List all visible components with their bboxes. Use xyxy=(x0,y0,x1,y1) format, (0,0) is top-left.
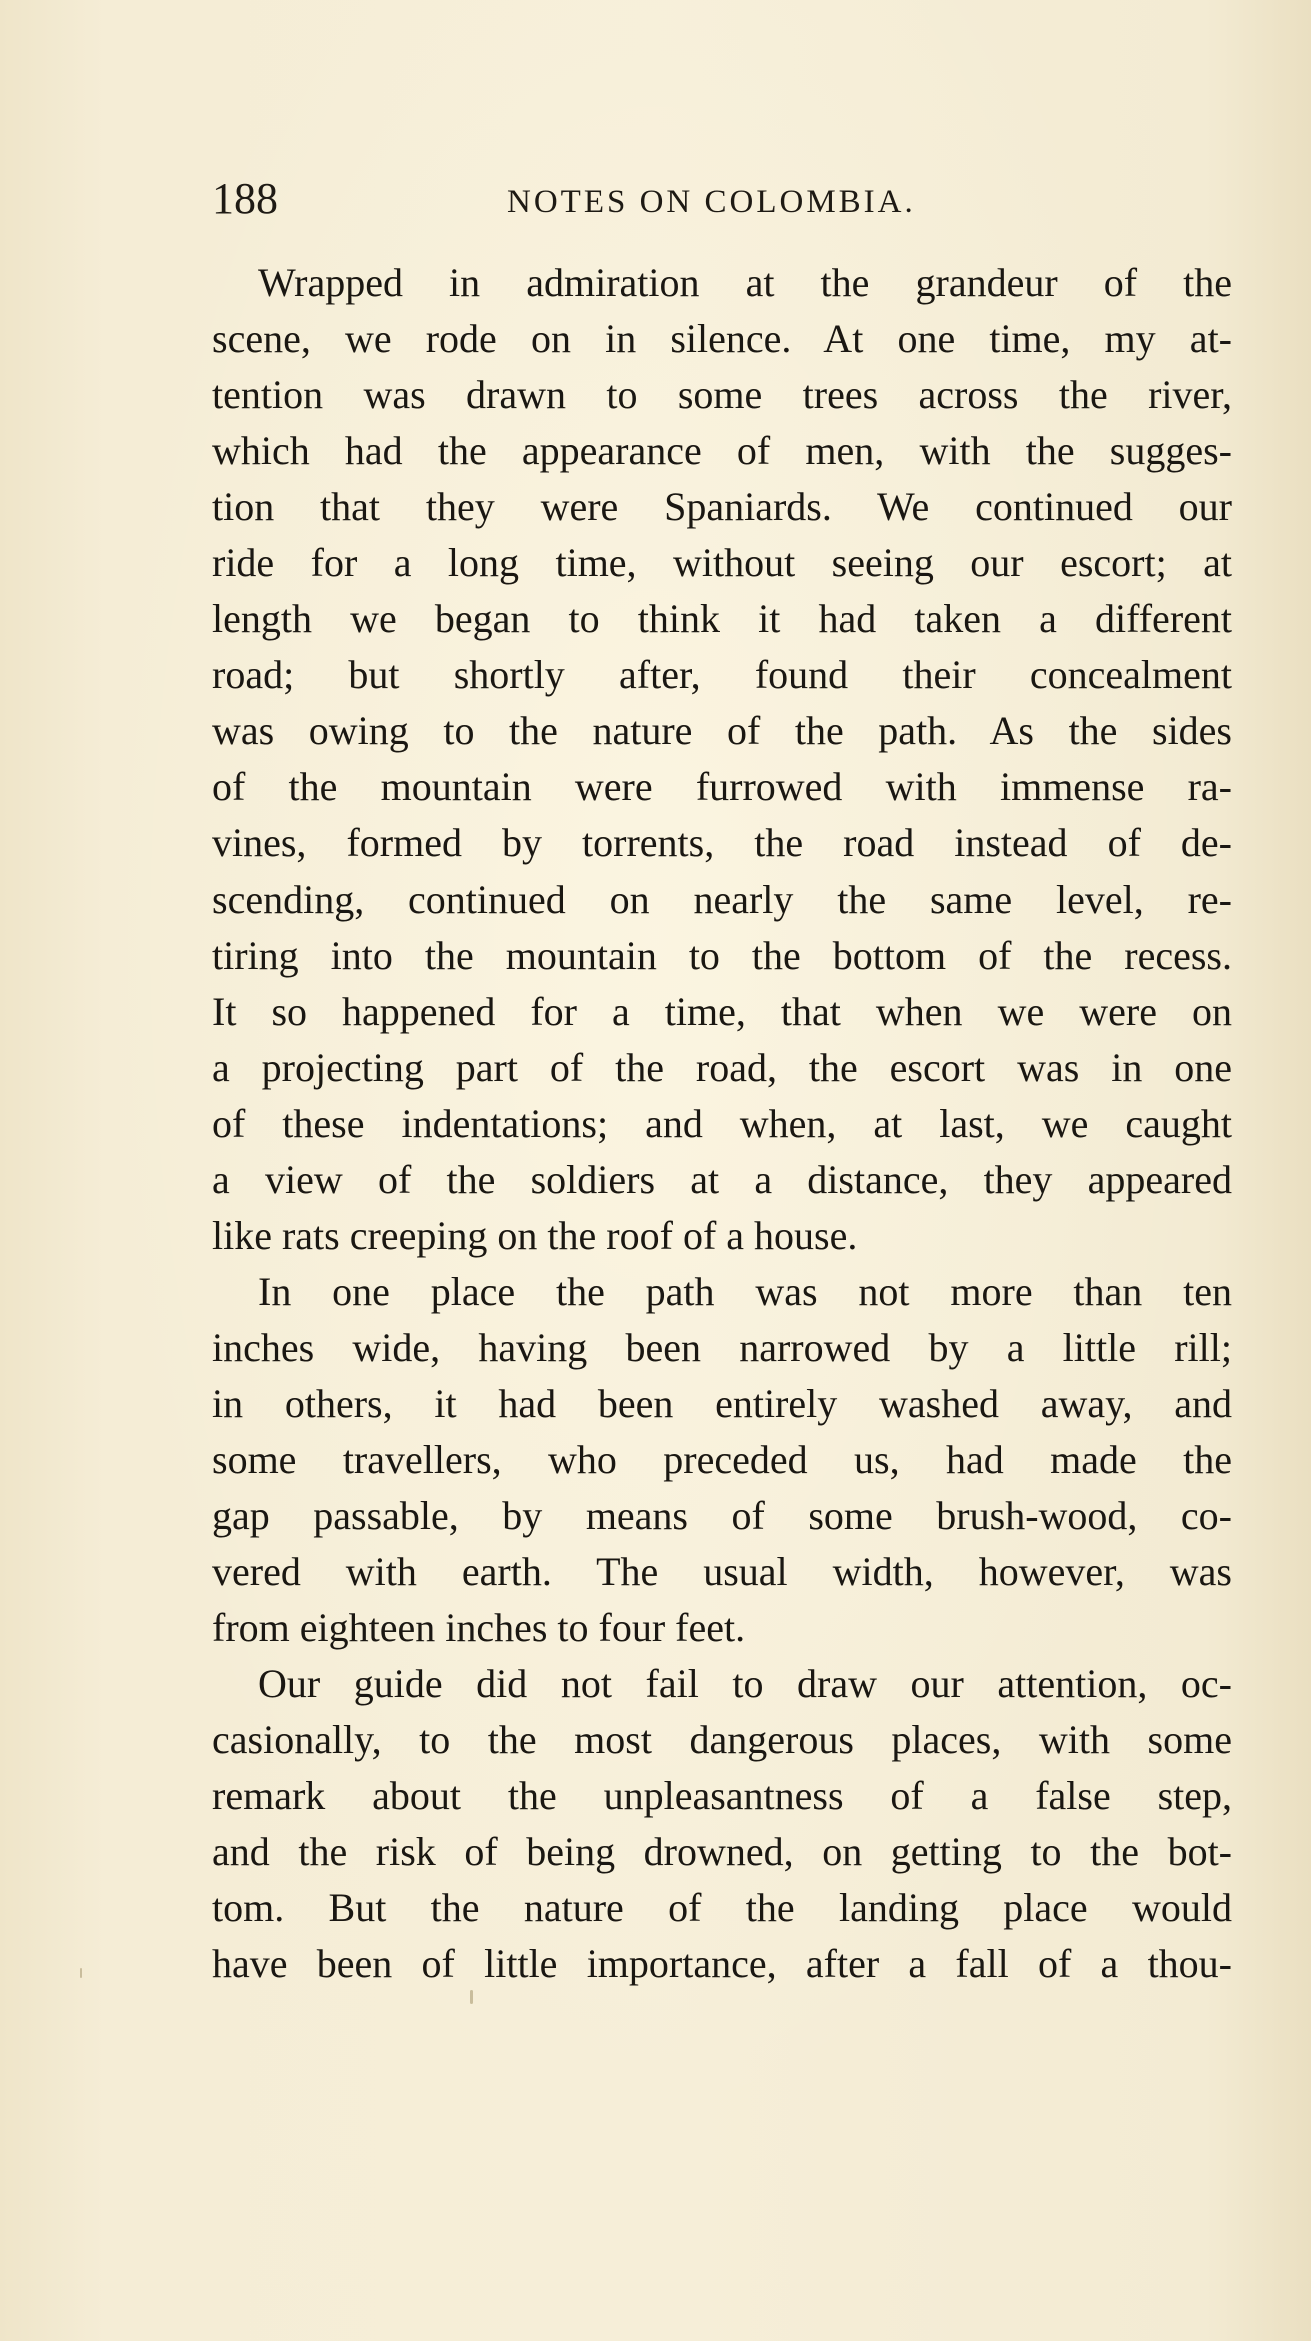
paragraph xyxy=(212,1264,1232,1656)
page-number: 188 xyxy=(212,174,278,223)
paragraph xyxy=(212,1656,1232,1992)
paper-speck xyxy=(80,1968,82,1978)
running-title: NOTES ON COLOMBIA. xyxy=(507,184,916,220)
text-line: road; but shortly after, found their concealment xyxy=(212,652,1232,698)
text-line: Our guide did not fail to draw our attention, oc- xyxy=(258,1661,1232,1707)
text-line: some travellers, who preceded us, had made the xyxy=(212,1436,1232,1482)
text-line: gap passable, by means of some brush-wood, co- xyxy=(212,1493,1232,1539)
text-line: In one place the path was not more than ten xyxy=(258,1268,1232,1314)
text-line: which had the appearance of men, with the sugges- xyxy=(212,428,1232,474)
text-line: tention was drawn to some trees across the river, xyxy=(212,372,1232,418)
text-line: Wrapped in admiration at the grandeur of the xyxy=(258,260,1232,305)
text-line: and the risk of being drowned, on getting to the bot- xyxy=(212,1829,1232,1875)
text-line: tion that they were Spaniards. We continued our xyxy=(212,484,1232,530)
text-line: tiring into the mountain to the bottom of the recess. xyxy=(212,932,1232,978)
text-line: a view of the soldiers at a distance, they appeared xyxy=(212,1156,1232,1202)
text-line: tom. But the nature of the landing place would xyxy=(212,1885,1232,1931)
text-line: have been of little importance, after a fall of a thou- xyxy=(212,1941,1232,1987)
text-line: casionally, to the most dangerous places, with some xyxy=(212,1717,1232,1763)
text-line: like rats creeping on the roof of a house. xyxy=(212,1212,858,1258)
text-line: length we began to think it had taken a different xyxy=(212,596,1232,642)
text-line: was owing to the nature of the path. As the sides xyxy=(212,708,1232,754)
text-line: of the mountain were furrowed with immense ra- xyxy=(212,764,1232,810)
text-line: from eighteen inches to four feet. xyxy=(212,1605,746,1651)
text-line: in others, it had been entirely washed away, and xyxy=(212,1380,1232,1426)
text-line: ride for a long time, without seeing our escort; at xyxy=(212,540,1232,586)
text-line: inches wide, having been narrowed by a little rill; xyxy=(212,1324,1232,1370)
body-text xyxy=(212,255,1232,1992)
text-line: of these indentations; and when, at last, we caught xyxy=(212,1100,1232,1146)
text-line: vered with earth. The usual width, however, was xyxy=(212,1549,1232,1595)
paper-speck xyxy=(470,1990,473,2004)
running-head xyxy=(212,170,1232,230)
text-line: a projecting part of the road, the escort was in one xyxy=(212,1044,1232,1090)
text-line: scene, we rode on in silence. At one time, my at- xyxy=(212,316,1232,362)
text-line: vines, formed by torrents, the road instead of de- xyxy=(212,820,1232,866)
text-line: remark about the unpleasantness of a false step, xyxy=(212,1773,1232,1819)
text-line: It so happened for a time, that when we were on xyxy=(212,988,1232,1034)
text-line: scending, continued on nearly the same level, re- xyxy=(212,876,1232,922)
paragraph xyxy=(212,255,1232,1264)
